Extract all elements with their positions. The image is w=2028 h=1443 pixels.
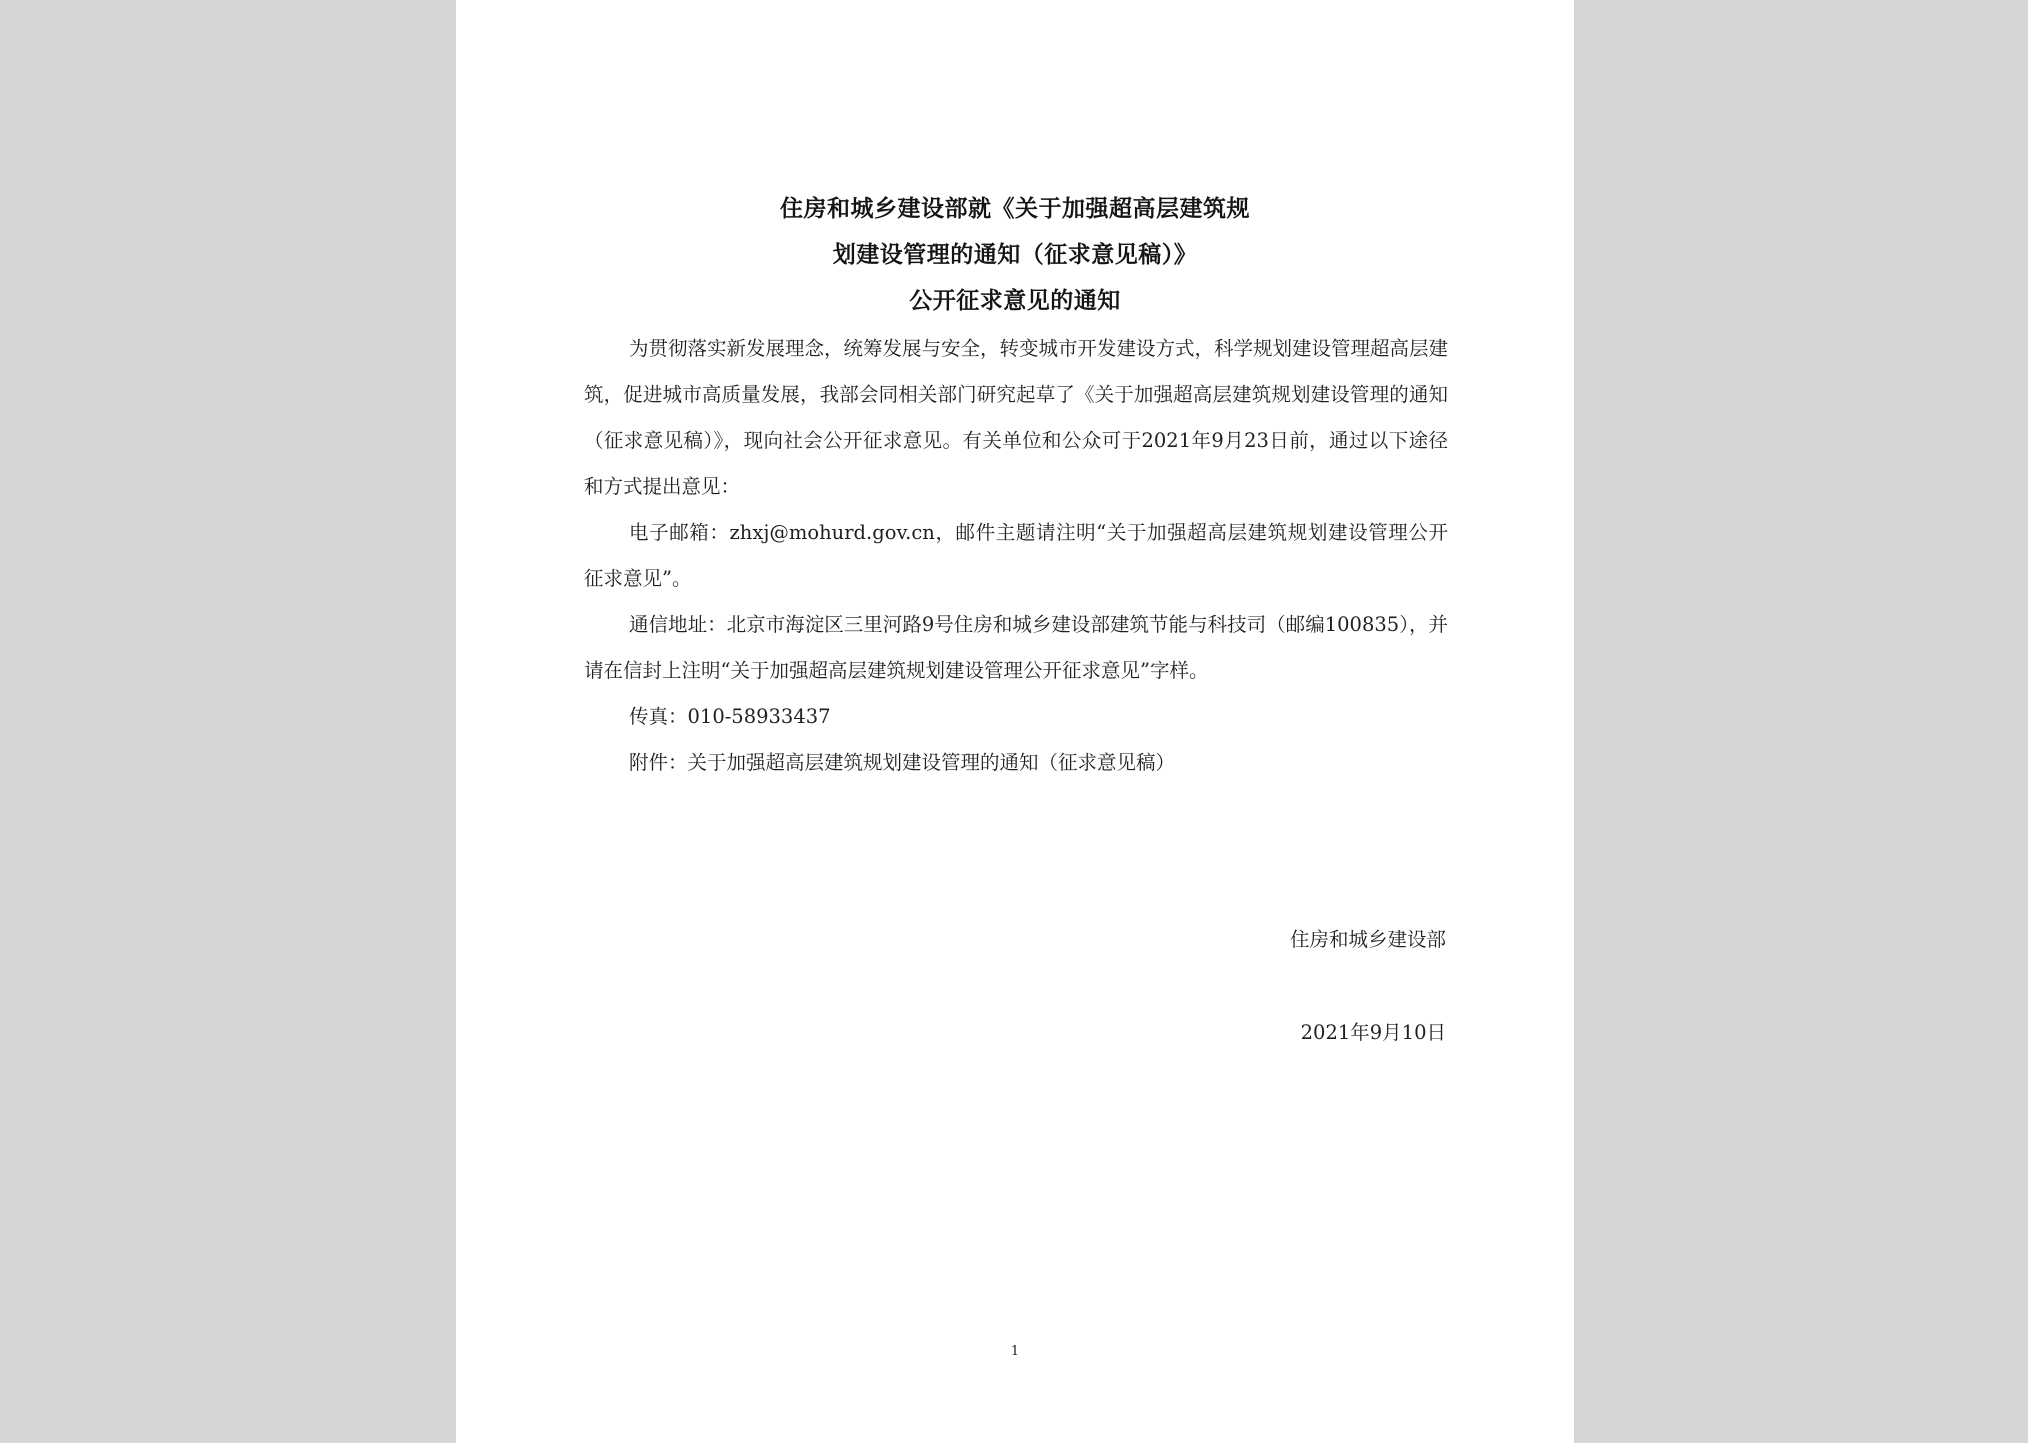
paragraph-email: 电子邮箱：zhxj@mohurd.gov.cn，邮件主题请注明“关于加强超高层建筑规划建设管理公开征求意见”。 <box>584 521 1448 590</box>
title-line-2: 划建设管理的通知（征求意见稿）》 <box>832 242 1198 268</box>
page-number: 1 <box>1010 1344 1020 1359</box>
document-page <box>456 0 1574 1443</box>
notice-body <box>584 326 1448 786</box>
title-line-3: 公开征求意见的通知 <box>909 288 1121 314</box>
signature-organization: 住房和城乡建设部 <box>1289 928 1446 951</box>
paragraph-attachment: 附件：关于加强超高层建筑规划建设管理的通知（征求意见稿） <box>629 751 1176 774</box>
title-line-1: 住房和城乡建设部就《关于加强超高层建筑规 <box>780 196 1250 222</box>
signature-date: 2021年9月10日 <box>1300 1021 1446 1044</box>
paragraph-fax: 传真：010-58933437 <box>629 705 831 728</box>
paragraph-intro: 为贯彻落实新发展理念，统筹发展与安全，转变城市开发建设方式，科学规划建设管理超高层建筑，促进城市高质量发展，我部会同相关部门研究起草了《关于加强超高层建筑规划建设管理的通知（征求意见稿）》，现向社会公开征求意见。有关单位和公众可于2021年9月23日前，通过以下途径和方式提出意见： <box>584 337 1449 498</box>
paragraph-address: 通信地址：北京市海淀区三里河路9号住房和城乡建设部建筑节能与科技司（邮编100835），并请在信封上注明“关于加强超高层建筑规划建设管理公开征求意见”字样。 <box>584 613 1448 682</box>
